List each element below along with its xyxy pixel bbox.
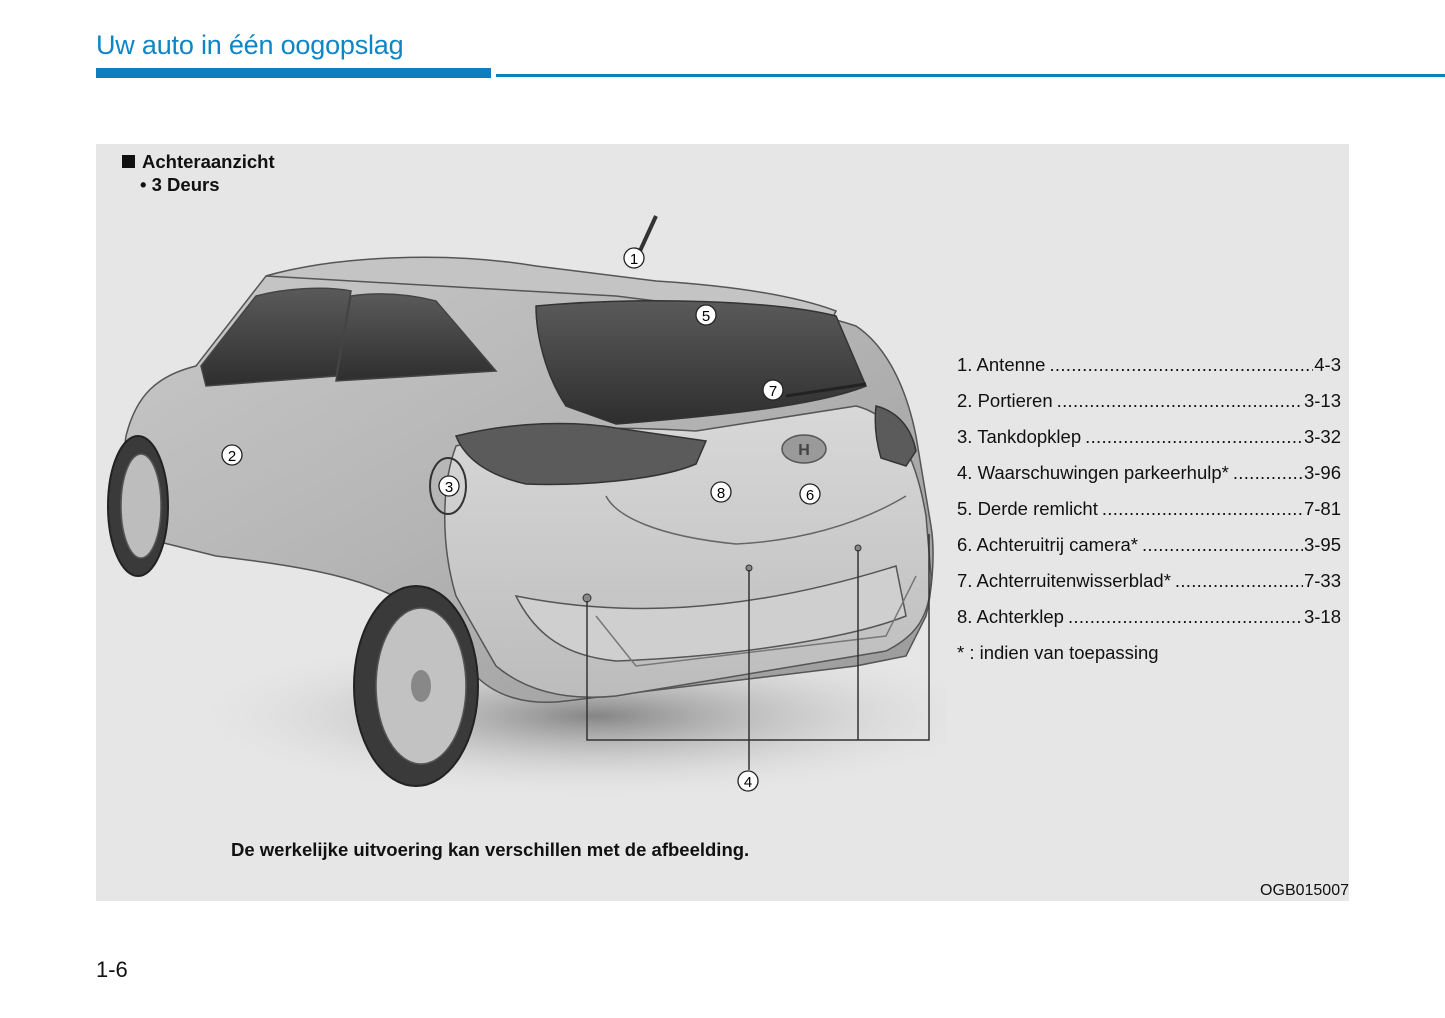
leader-dots [1233, 462, 1303, 484]
callout-2-label: 2 [227, 448, 237, 465]
legend-item-page: 7-81 [1303, 498, 1341, 519]
leader-dots [1142, 534, 1303, 556]
legend-item [957, 426, 1341, 462]
callout-6-label: 6 [805, 487, 815, 504]
callout-3-label: 3 [444, 479, 454, 496]
legend-item [957, 570, 1341, 606]
callout-6 [800, 484, 820, 504]
header-rule-thick [96, 68, 491, 78]
leader-dots [1175, 570, 1303, 592]
legend-item [957, 606, 1341, 642]
callout-1 [624, 248, 644, 268]
legend-item-label: 6. Achteruitrij camera* [957, 534, 1138, 555]
legend-item-label: 8. Achterklep [957, 606, 1064, 627]
legend-item [957, 462, 1341, 498]
section-subtitle: • 3 Deurs [140, 174, 220, 195]
callout-7 [763, 380, 783, 400]
image-code: OGB015007 [1260, 882, 1349, 899]
legend-item [957, 534, 1341, 570]
legend-item-page: 3-18 [1303, 606, 1341, 627]
header-rule-thin [496, 74, 1445, 77]
callout-4 [738, 771, 758, 791]
section-title [122, 151, 275, 173]
legend-item-label: 3. Tankdopklep [957, 426, 1082, 447]
leader-dots [1102, 498, 1303, 520]
section-title-text: Achteraanzicht [142, 151, 275, 172]
legend-item-page: 7-33 [1303, 570, 1341, 591]
legend-item-page: 3-13 [1303, 390, 1341, 411]
svg-text:H: H [798, 442, 810, 459]
legend-item-page: 4-3 [1314, 354, 1341, 375]
square-bullet-icon [122, 155, 135, 168]
legend-item-label: 2. Portieren [957, 390, 1053, 411]
legend-item-page: 3-95 [1303, 534, 1341, 555]
disclaimer-text: De werkelijke uitvoering kan verschillen met de afbeelding. [231, 839, 750, 860]
legend-item [957, 354, 1341, 390]
legend-item-label: 7. Achterruitenwisserblad* [957, 570, 1171, 591]
leader-dots [1085, 426, 1303, 448]
legend-item-label: 1. Antenne [957, 354, 1046, 375]
legend-item [957, 498, 1341, 534]
callout-5-label: 5 [701, 308, 711, 325]
legend-item-label: 5. Derde remlicht [957, 498, 1098, 519]
leader-dots [1049, 354, 1313, 376]
parts-legend [957, 354, 1341, 664]
legend-item-page: 3-32 [1303, 426, 1341, 447]
page-number: 1-6 [96, 957, 128, 982]
callout-8 [711, 482, 731, 502]
leader-dots [1068, 606, 1303, 628]
legend-item-page: 3-96 [1303, 462, 1341, 483]
leader-dots [1057, 390, 1303, 412]
callout-8-label: 8 [716, 485, 726, 502]
car-rear-illustration [96, 196, 946, 826]
callout-1-label: 1 [629, 251, 639, 268]
legend-note: * : indien van toepassing [957, 642, 1159, 663]
legend-item-label: 4. Waarschuwingen parkeerhulp* [957, 462, 1229, 483]
callout-5 [696, 305, 716, 325]
callout-3 [439, 476, 459, 496]
callout-7-label: 7 [768, 383, 778, 400]
callout-4-label: 4 [743, 774, 753, 791]
legend-item [957, 390, 1341, 426]
callout-2 [222, 445, 242, 465]
page-title: Uw auto in één oogopslag [96, 30, 404, 60]
